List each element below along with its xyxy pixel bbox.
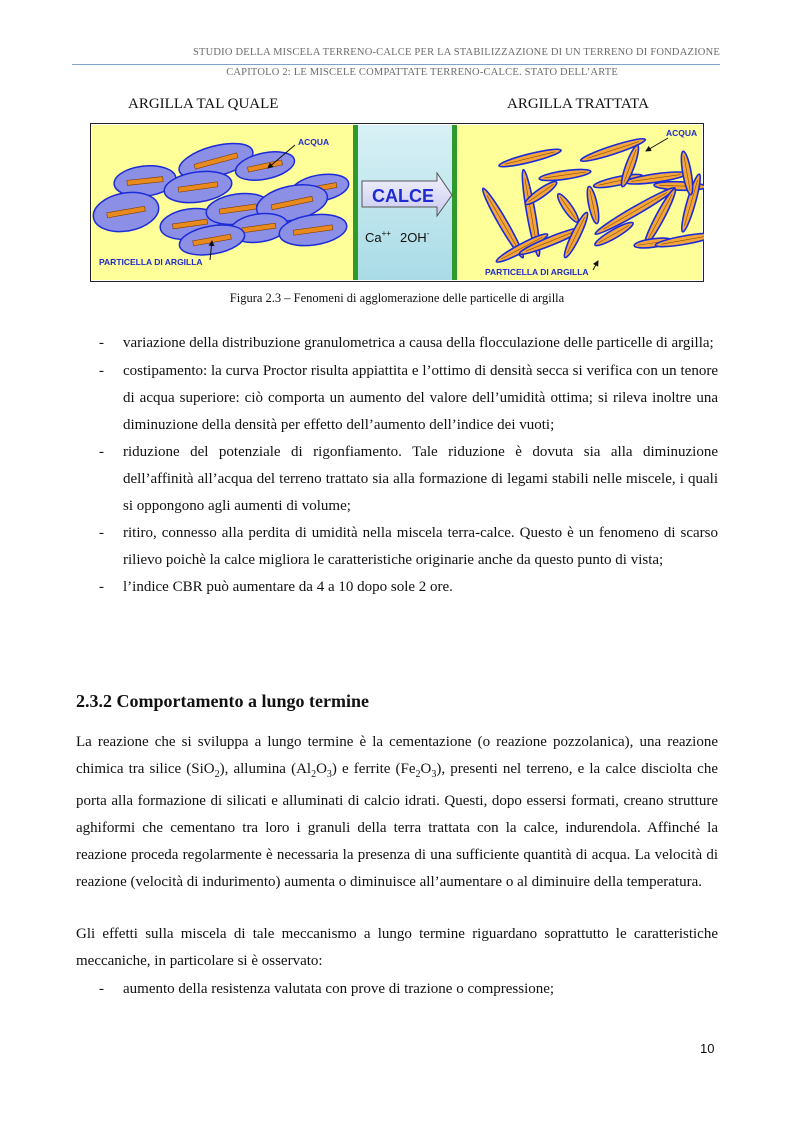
list-item-text: riduzione del potenziale di rigonfiamento. Tale riduzione è dovuta sia alla diminuzione dell’affinità all’acqua del terreno trattato sia alla formazione di legami stabili nelle miscele, i quali si oppongono agli aumenti di volume; <box>123 444 718 514</box>
running-header-chapter: CAPITOLO 2: LE MISCELE COMPATTATE TERRENO-CALCE. STATO DELL’ARTE <box>226 67 618 78</box>
figure-left-title: ARGILLA TAL QUALE <box>128 96 279 112</box>
right-particle-label: PARTICELLA DI ARGILLA <box>485 267 589 277</box>
figure-right-title: ARGILLA TRATTATA <box>507 96 649 112</box>
list-item <box>76 439 718 520</box>
list-item <box>76 976 718 1003</box>
bullet-dash: - <box>99 335 104 351</box>
list-item <box>76 520 718 574</box>
bullet-dash: - <box>99 579 104 595</box>
list-item <box>76 574 718 601</box>
bullet-dash: - <box>99 525 104 541</box>
list-item <box>76 358 718 439</box>
bullet-dash: - <box>99 363 104 379</box>
clay-agglomeration-figure <box>90 123 704 282</box>
left-water-label: ACQUA <box>298 137 330 147</box>
list-item-text: ritiro, connesso alla perdita di umidità nella miscela terra-calce. Questo è un fenomeno di scarso rilievo poichè la calce migliora le caratteristiche originarie anche da questo punto di vista; <box>123 525 718 568</box>
divider-right <box>452 125 457 280</box>
running-header-title: STUDIO DELLA MISCELA TERRENO-CALCE PER LA STABILIZZAZIONE DI UN TERRENO DI FONDAZIONE <box>192 47 720 58</box>
list-item-text: aumento della resistenza valutata con prove di trazione o compressione; <box>123 981 555 997</box>
body-paragraph-2: Gli effetti sulla miscela di tale meccanismo a lungo termine riguardano soprattutto le caratteristiche meccaniche, in particolare si è osservato: <box>76 926 718 969</box>
list-item-text: l’indice CBR può aumentare da 4 a 10 dopo sole 2 ore. <box>123 579 453 595</box>
ions-formula: Ca++ 2OH- <box>365 229 430 245</box>
bullet-list-2 <box>76 976 718 1003</box>
figure-caption: Figura 2.3 – Fenomeni di agglomerazione delle particelle di argilla <box>229 291 565 305</box>
list-item <box>76 330 718 357</box>
left-particle-label: PARTICELLA DI ARGILLA <box>99 257 203 267</box>
section-heading: 2.3.2 Comportamento a lungo termine <box>76 691 369 711</box>
lime-arrow-label: CALCE <box>372 186 434 206</box>
list-item-text: costipamento: la curva Proctor risulta appiattita e l’ottimo di densità secca si verifica con un tenore di acqua superiore: ciò comporta un aumento del valore dell’umidità ottima; si rileva inoltre una diminuzione della densità per effetto dell’aumento dell’indice dei vuoti; <box>123 363 718 433</box>
list-item-text: variazione della distribuzione granulometrica a causa della flocculazione delle particelle di argilla; <box>123 335 714 351</box>
bullet-dash: - <box>99 444 104 460</box>
header-rule <box>72 64 720 65</box>
bullet-dash: - <box>99 981 104 997</box>
body-paragraph: La reazione che si sviluppa a lungo termine è la cementazione (o reazione pozzolanica), una reazione chimica tra silice (SiO$_2$), allumina $(Al_2O_3)$ e ferrite $(Fe_2O_3)$, presenti nel terreno, e la calce disciolta che porta alla formazione di silicati e alluminati di calcio idrati. Questi, dopo essersi formati, creano strutture aghiformi che cementano tra loro i granuli della terra trattata con la calce, indurendola. Affinché la reazione proceda regolarmente è necessaria la presenza di una sufficiente quantità di acqua. La velocità di reazione (velocità di indurimento) aumenta o diminuisce all’aumentare o al diminuire della temperatura. <box>76 734 718 890</box>
right-water-label: ACQUA <box>666 128 698 138</box>
divider-left <box>353 125 358 280</box>
page-number: 10 <box>700 1041 715 1056</box>
bullet-list <box>76 330 718 601</box>
